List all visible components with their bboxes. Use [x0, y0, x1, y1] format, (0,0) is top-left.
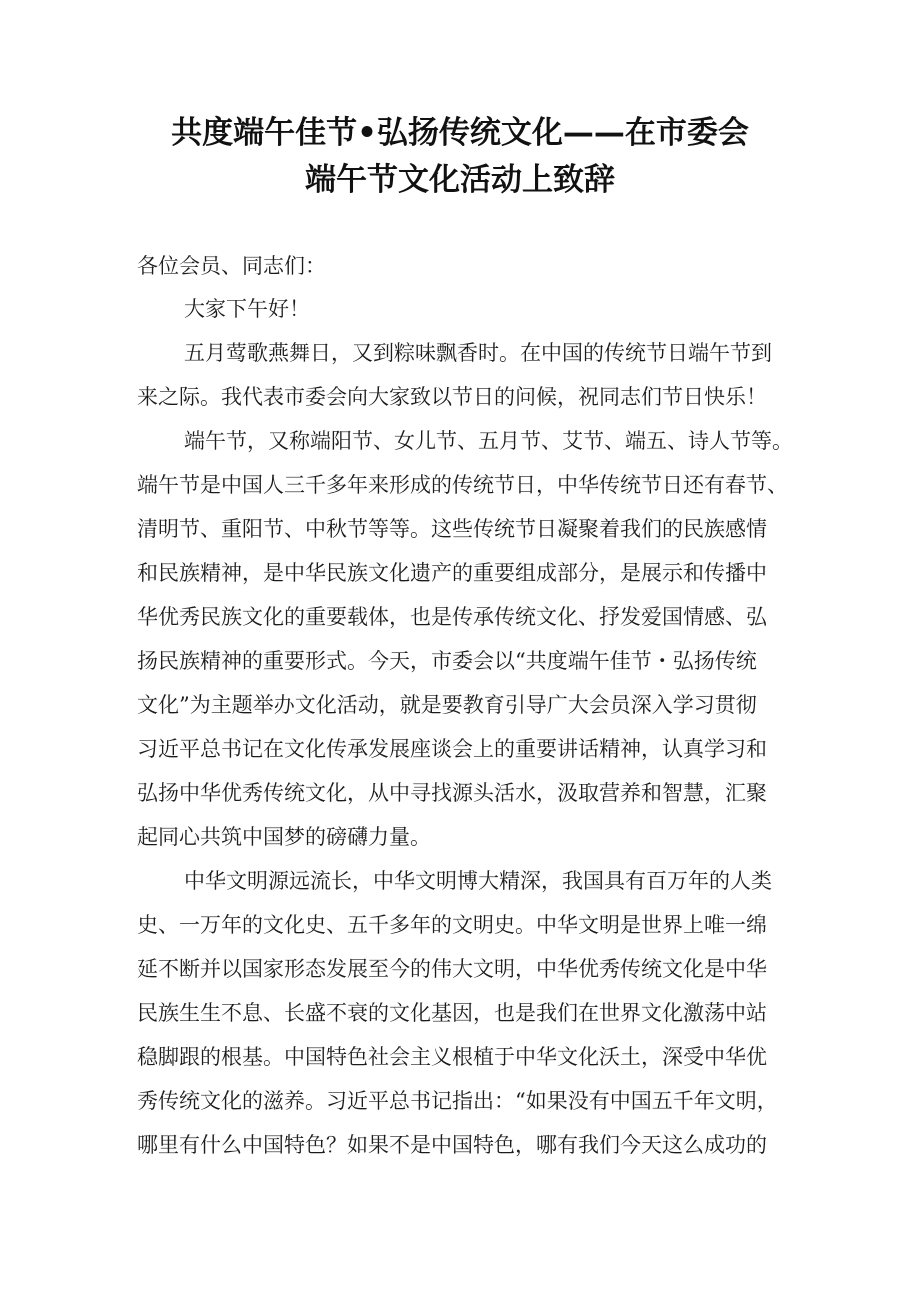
body-line: 清明节、重阳节、中秋节等等。这些传统节日凝聚着我们的民族感情: [137, 517, 767, 541]
body-line: 扬民族精神的重要形式。今天，市委会以“共度端午佳节・弘扬传统: [137, 649, 757, 673]
body-line: 稳脚跟的根基。中国特色社会主义根植于中华文化沃土，深受中华优: [137, 1045, 767, 1069]
body-line: 民族生生不息、长盛不衰的文化基因，也是我们在世界文化激荡中站: [137, 1001, 767, 1025]
body-line: 五月莺歌燕舞日，又到粽味飘香时。在中国的传统节日端午节到: [184, 341, 772, 365]
body-line: 文化”为主题举办文化活动，就是要教育引导广大会员深入学习贯彻: [137, 693, 757, 717]
salutation: 各位会员、同志们：: [137, 254, 326, 278]
body-line: 习近平总书记在文化传承发展座谈会上的重要讲话精神，认真学习和: [137, 737, 767, 761]
body-line: 端午节，又称端阳节、女儿节、五月节、艾节、端五、诗人节等。: [184, 429, 793, 453]
body-line: 史、一万年的文化史、五千多年的文明史。中华文明是世界上唯一绵: [137, 913, 767, 937]
body-line: 起同心共筑中国梦的磅礴力量。: [137, 825, 431, 849]
document-title-line-2: 端午节文化活动上致辞: [305, 162, 615, 198]
body-line: 延不断并以国家形态发展至今的伟大文明，中华优秀传统文化是中华: [137, 957, 767, 981]
body-line: 哪里有什么中国特色？如果不是中国特色，哪有我们今天这么成功的: [137, 1133, 767, 1157]
body-line: 端午节是中国人三千多年来形成的传统节日，中华传统节日还有春节、: [137, 473, 788, 497]
body-line: 中华文明源远流长，中华文明博大精深，我国具有百万年的人类: [184, 869, 772, 893]
body-line: 秀传统文化的滋养。习近平总书记指出：“如果没有中国五千年文明，: [137, 1089, 778, 1113]
body-line: 大家下午好！: [184, 297, 310, 321]
body-line: 来之际。我代表市委会向大家致以节日的问候，祝同志们节日快乐！: [137, 385, 767, 409]
body-line: 华优秀民族文化的重要载体，也是传承传统文化、抒发爱国情感、弘: [137, 605, 767, 629]
document-title-line-1: 共度端午佳节•弘扬传统文化——在市委会: [171, 115, 749, 151]
body-line: 和民族精神，是中华民族文化遗产的重要组成部分，是展示和传播中: [137, 561, 767, 585]
body-line: 弘扬中华优秀传统文化，从中寻找源头活水，汲取营养和智慧，汇聚: [137, 781, 767, 805]
